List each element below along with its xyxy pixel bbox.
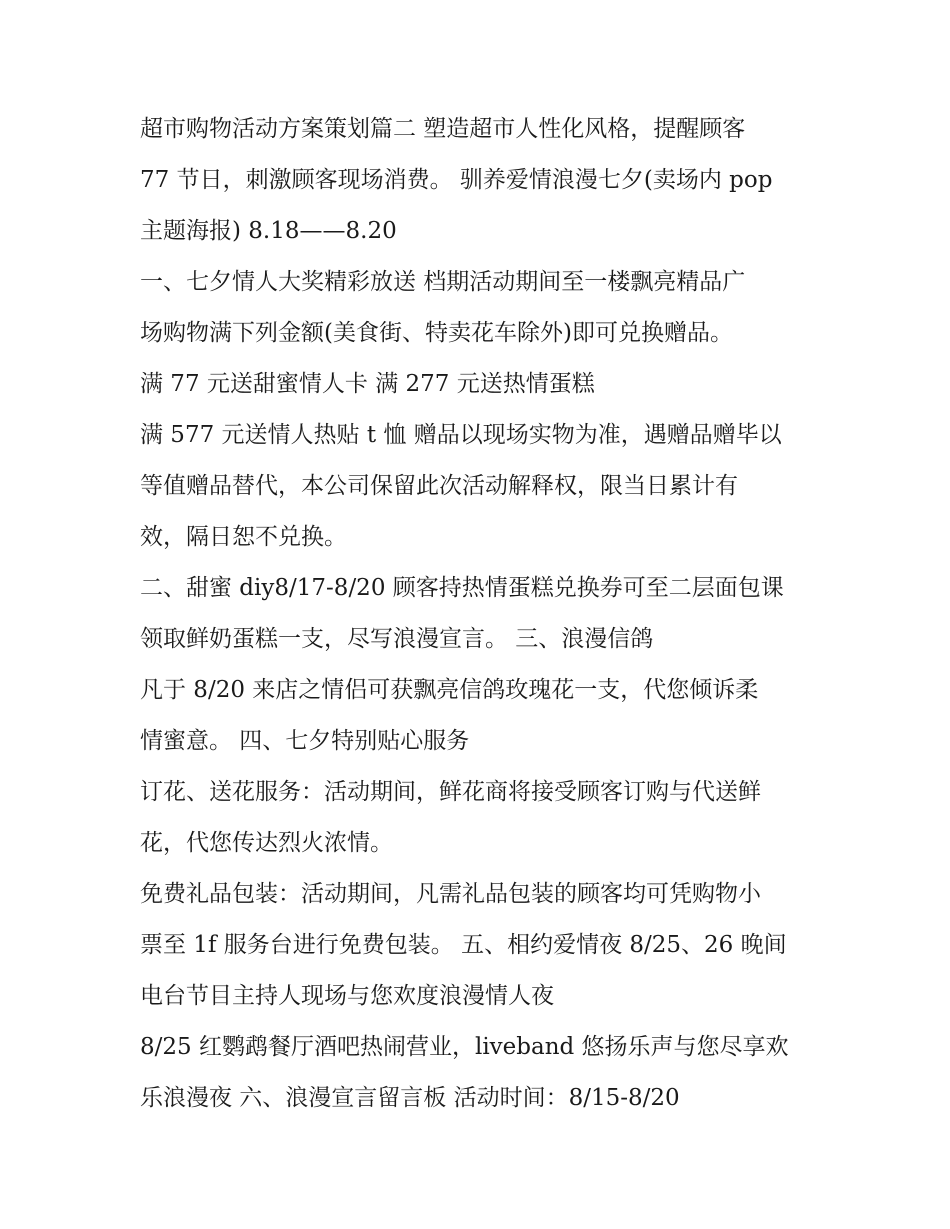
text-line: 订花、送花服务：活动期间，鲜花商将接受顾客订购与代送鲜 <box>140 779 761 805</box>
text-line: 8/25 红鹦鹉餐厅酒吧热闹营业，liveband 悠扬乐声与您尽享欢 <box>140 1034 789 1060</box>
text-line: 77 节日，刺激顾客现场消费。 驯养爱情浪漫七夕(卖场内 pop <box>140 167 773 193</box>
text-line: 效，隔日恕不兑换。 <box>140 524 347 550</box>
text-line: 乐浪漫夜 六、浪漫宣言留言板 活动时间：8/15-8/20 <box>140 1085 680 1111</box>
text-line: 免费礼品包装：活动期间，凡需礼品包装的顾客均可凭购物小 <box>140 881 761 907</box>
text-line: 主题海报) 8.18——8.20 <box>140 218 397 244</box>
text-line: 情蜜意。 四、七夕特别贴心服务 <box>140 728 470 754</box>
text-line: 一、七夕情人大奖精彩放送 档期活动期间至一楼飘亮精品广 <box>140 269 746 295</box>
text-line: 领取鲜奶蛋糕一支，尽写浪漫宣言。 三、浪漫信鸽 <box>140 626 654 652</box>
text-line: 超市购物活动方案策划篇二 塑造超市人性化风格，提醒顾客 <box>140 116 746 142</box>
text-line: 满 77 元送甜蜜情人卡 满 277 元送热情蛋糕 <box>140 371 595 397</box>
text-line: 满 577 元送情人热贴 t 恤 赠品以现场实物为准，遇赠品赠毕以 <box>140 422 782 448</box>
text-line: 二、甜蜜 diy8/17-8/20 顾客持热情蛋糕兑换券可至二层面包课 <box>140 575 784 601</box>
text-line: 票至 1f 服务台进行免费包装。 五、相约爱情夜 8/25、26 晚间 <box>140 932 787 958</box>
text-line: 等值赠品替代，本公司保留此次活动解释权，限当日累计有 <box>140 473 738 499</box>
text-line: 场购物满下列金额(美食街、特卖花车除外)即可兑换赠品。 <box>140 320 733 346</box>
text-line: 花，代您传达烈火浓情。 <box>140 830 393 856</box>
text-line: 电台节目主持人现场与您欢度浪漫情人夜 <box>140 983 554 1009</box>
text-line: 凡于 8/20 来店之情侣可获飘亮信鸽玫瑰花一支，代您倾诉柔 <box>140 677 759 703</box>
